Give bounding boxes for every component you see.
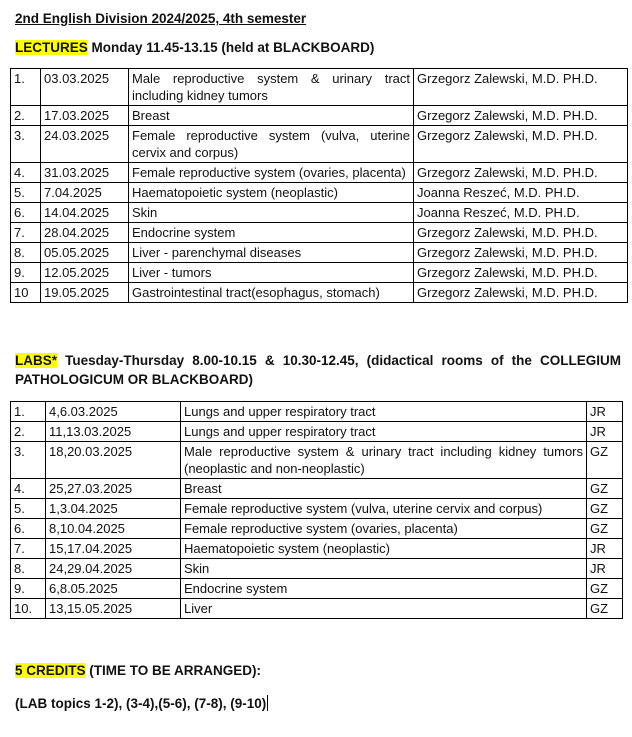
cell-topic: Liver - parenchymal diseases	[129, 243, 414, 263]
cell-tutor: JR	[587, 402, 623, 422]
cell-date: 7.04.2025	[41, 183, 129, 203]
table-row	[11, 69, 628, 106]
lectures-table	[10, 68, 628, 303]
cell-topic: Endocrine system	[181, 579, 587, 599]
cell-topic: Lungs and upper respiratory tract	[181, 422, 587, 442]
cell-tutor: JR	[587, 559, 623, 579]
table-row	[11, 263, 628, 283]
cell-no: 1.	[11, 402, 46, 422]
cell-lecturer: Grzegorz Zalewski, M.D. PH.D.	[414, 126, 628, 163]
table-row	[11, 559, 623, 579]
cell-topic: Breast	[181, 479, 587, 499]
lectures-heading-text: Monday 11.45-13.15 (held at BLACKBOARD)	[87, 40, 375, 55]
cell-date: 31.03.2025	[41, 163, 129, 183]
table-row	[11, 163, 628, 183]
cell-lecturer: Grzegorz Zalewski, M.D. PH.D.	[414, 106, 628, 126]
cell-topic: Liver - tumors	[129, 263, 414, 283]
table-row	[11, 579, 623, 599]
table-row	[11, 183, 628, 203]
cell-date: 24,29.04.2025	[46, 559, 181, 579]
cell-date: 19.05.2025	[41, 283, 129, 303]
cell-no: 2.	[11, 422, 46, 442]
table-row	[11, 243, 628, 263]
cell-date: 4,6.03.2025	[46, 402, 181, 422]
cell-no: 3.	[11, 442, 46, 479]
cell-no: 6.	[11, 203, 41, 223]
cell-no: 10.	[11, 599, 46, 619]
table-row	[11, 539, 623, 559]
cell-lecturer: Grzegorz Zalewski, M.D. PH.D.	[414, 263, 628, 283]
cell-lecturer: Joanna Reszeć, M.D. PH.D.	[414, 203, 628, 223]
table-row	[11, 203, 628, 223]
cell-no: 6.	[11, 519, 46, 539]
table-row	[11, 106, 628, 126]
lectures-heading-highlight: LECTURES	[15, 40, 88, 55]
table-row	[11, 283, 628, 303]
cell-no: 7.	[11, 539, 46, 559]
labs-heading	[15, 351, 621, 389]
cell-date: 24.03.2025	[41, 126, 129, 163]
cell-topic: Female reproductive system (vulva, uterine cervix and corpus)	[129, 126, 414, 163]
labs-table	[10, 401, 623, 619]
table-row	[11, 479, 623, 499]
cell-lecturer: Grzegorz Zalewski, M.D. PH.D.	[414, 69, 628, 106]
cell-no: 8.	[11, 559, 46, 579]
cell-tutor: JR	[587, 539, 623, 559]
text-cursor	[267, 695, 268, 711]
cell-topic: Male reproductive system & urinary tract including kidney tumors (neoplastic and non-neoplastic)	[181, 442, 587, 479]
cell-topic: Male reproductive system & urinary tract including kidney tumors	[129, 69, 414, 106]
document-title: 2nd English Division 2024/2025, 4th semester	[15, 11, 307, 26]
cell-date: 12.05.2025	[41, 263, 129, 283]
lab-topics-line	[15, 695, 268, 711]
table-row	[11, 126, 628, 163]
cell-date: 03.03.2025	[41, 69, 129, 106]
cell-tutor: GZ	[587, 499, 623, 519]
credits-heading-text: (TIME TO BE ARRANGED):	[85, 663, 262, 678]
cell-tutor: GZ	[587, 579, 623, 599]
cell-date: 8,10.04.2025	[46, 519, 181, 539]
cell-tutor: GZ	[587, 479, 623, 499]
cell-date: 1,3.04.2025	[46, 499, 181, 519]
cell-date: 18,20.03.2025	[46, 442, 181, 479]
cell-lecturer: Grzegorz Zalewski, M.D. PH.D.	[414, 163, 628, 183]
cell-topic: Endocrine system	[129, 223, 414, 243]
cell-no: 8.	[11, 243, 41, 263]
cell-lecturer: Grzegorz Zalewski, M.D. PH.D.	[414, 223, 628, 243]
cell-no: 7.	[11, 223, 41, 243]
labs-heading-highlight: LABS*	[15, 353, 58, 368]
cell-date: 25,27.03.2025	[46, 479, 181, 499]
cell-topic: Skin	[181, 559, 587, 579]
table-row	[11, 599, 623, 619]
lab-topics-text: (LAB topics 1-2), (3-4),(5-6), (7-8), (9-10)	[15, 696, 267, 711]
lectures-heading	[15, 40, 374, 55]
cell-topic: Breast	[129, 106, 414, 126]
cell-date: 05.05.2025	[41, 243, 129, 263]
cell-no: 9.	[11, 263, 41, 283]
cell-topic: Female reproductive system (ovaries, placenta)	[129, 163, 414, 183]
table-row	[11, 223, 628, 243]
cell-lecturer: Grzegorz Zalewski, M.D. PH.D.	[414, 283, 628, 303]
cell-no: 10	[11, 283, 41, 303]
labs-heading-text: Tuesday-Thursday 8.00-10.15 & 10.30-12.45, (didactical rooms of the COLLEGIUM PATHOLOGICUM OR BLACKBOARD)	[15, 353, 621, 387]
credits-heading	[15, 663, 261, 678]
cell-date: 6,8.05.2025	[46, 579, 181, 599]
cell-lecturer: Grzegorz Zalewski, M.D. PH.D.	[414, 243, 628, 263]
cell-tutor: JR	[587, 422, 623, 442]
cell-date: 15,17.04.2025	[46, 539, 181, 559]
cell-topic: Gastrointestinal tract(esophagus, stomach)	[129, 283, 414, 303]
cell-topic: Female reproductive system (ovaries, placenta)	[181, 519, 587, 539]
cell-date: 13,15.05.2025	[46, 599, 181, 619]
cell-topic: Lungs and upper respiratory tract	[181, 402, 587, 422]
cell-tutor: GZ	[587, 599, 623, 619]
cell-no: 5.	[11, 499, 46, 519]
cell-no: 4.	[11, 479, 46, 499]
table-row	[11, 402, 623, 422]
table-row	[11, 422, 623, 442]
cell-no: 4.	[11, 163, 41, 183]
cell-tutor: GZ	[587, 519, 623, 539]
cell-no: 9.	[11, 579, 46, 599]
cell-topic: Skin	[129, 203, 414, 223]
cell-topic: Liver	[181, 599, 587, 619]
table-row	[11, 499, 623, 519]
cell-no: 2.	[11, 106, 41, 126]
cell-no: 5.	[11, 183, 41, 203]
table-row	[11, 442, 623, 479]
credits-heading-highlight: 5 CREDITS	[15, 663, 86, 678]
cell-date: 28.04.2025	[41, 223, 129, 243]
cell-tutor: GZ	[587, 442, 623, 479]
cell-date: 14.04.2025	[41, 203, 129, 223]
cell-lecturer: Joanna Reszeć, M.D. PH.D.	[414, 183, 628, 203]
cell-topic: Haematopoietic system (neoplastic)	[129, 183, 414, 203]
cell-date: 11,13.03.2025	[46, 422, 181, 442]
cell-topic: Female reproductive system (vulva, uterine cervix and corpus)	[181, 499, 587, 519]
cell-topic: Haematopoietic system (neoplastic)	[181, 539, 587, 559]
cell-no: 1.	[11, 69, 41, 106]
cell-no: 3.	[11, 126, 41, 163]
cell-date: 17.03.2025	[41, 106, 129, 126]
table-row	[11, 519, 623, 539]
